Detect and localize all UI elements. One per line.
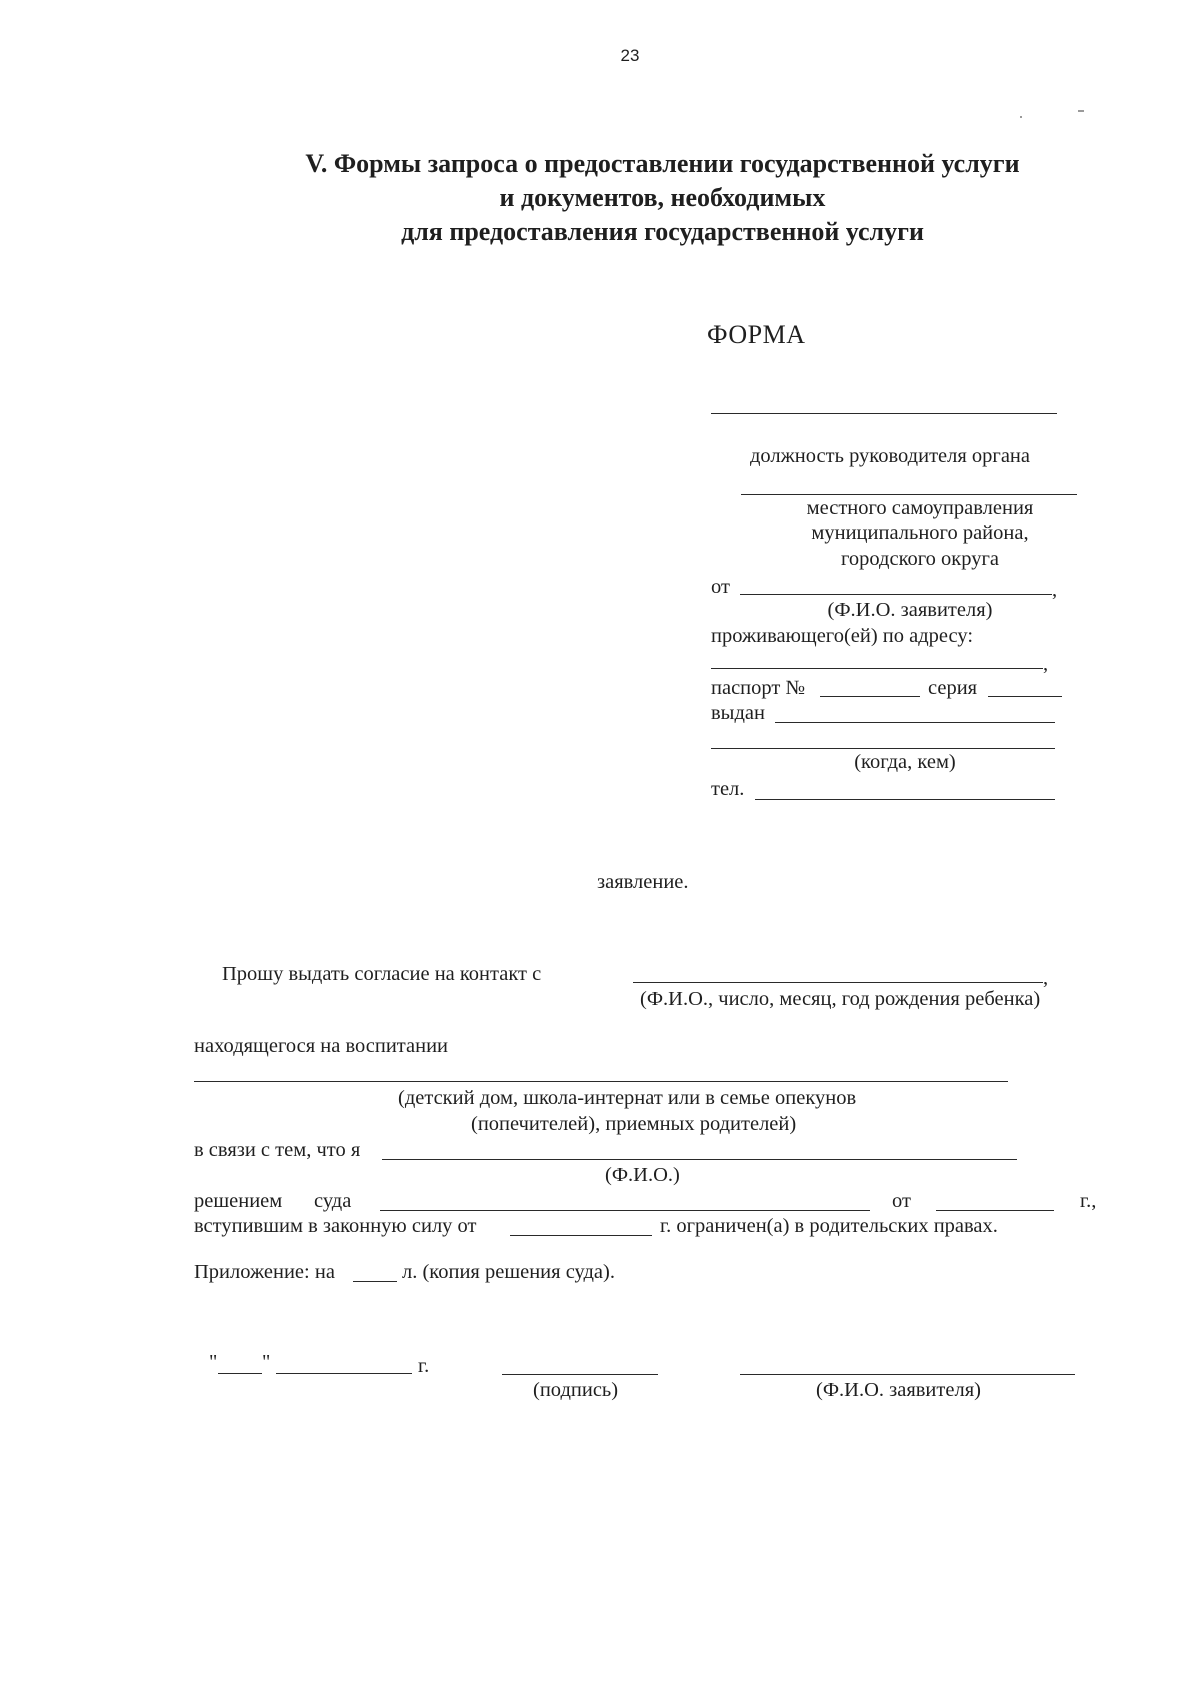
institution-caption-1: (детский дом, школа-интернат или в семье опекунов [398, 1087, 857, 1109]
scan-mark [1020, 116, 1022, 118]
body-line [741, 494, 1077, 495]
date-quote-open: " [209, 1351, 218, 1373]
decision-date-line [936, 1210, 1054, 1211]
phone-label: тел. [711, 778, 745, 800]
signature-caption: (подпись) [533, 1379, 619, 1401]
upbringing-label: находящегося на воспитании [194, 1035, 449, 1057]
comma: , [1043, 653, 1049, 675]
request-text: Прошу выдать согласие на контакт с [222, 963, 542, 985]
passport-series-line [988, 696, 1062, 697]
body-caption-2: муниципального района, [811, 522, 1029, 544]
institution-line [194, 1081, 1008, 1082]
statement-title: заявление. [597, 871, 689, 893]
attachment-suffix: л. (копия решения суда). [402, 1261, 615, 1283]
page-number: 23 [620, 46, 640, 65]
series-label: серия [928, 677, 978, 699]
issued-label: выдан [711, 702, 765, 724]
passport-label: паспорт № [711, 677, 806, 699]
heading-line-3: для предоставления государственной услуги [401, 217, 924, 246]
issued-caption: (когда, кем) [854, 751, 956, 773]
comma: , [1052, 579, 1058, 601]
phone-line [755, 799, 1055, 800]
signature-fio-line [740, 1374, 1075, 1375]
institution-caption-2: (попечителей), приемных родителей) [471, 1113, 797, 1135]
date-month-line [276, 1373, 412, 1374]
court-label: суда [314, 1190, 352, 1212]
attachment-prefix: Приложение: на [194, 1261, 335, 1283]
body-caption-1: местного самоуправления [806, 497, 1034, 519]
body-caption-3: городского округа [841, 548, 999, 570]
date-quote-close: " [262, 1351, 271, 1373]
effective-suffix: г. ограничен(а) в родительских правах. [660, 1215, 998, 1237]
residing-label: проживающего(ей) по адресу: [711, 625, 974, 647]
scan-mark [1078, 110, 1084, 112]
heading-line-2: и документов, необходимых [499, 183, 826, 212]
form-label: ФОРМА [707, 320, 806, 349]
decision-label: решением [194, 1190, 283, 1212]
issued-line-2 [711, 748, 1055, 749]
parent-fio-caption: (Ф.И.О.) [605, 1164, 680, 1186]
comma: , [1043, 967, 1049, 989]
child-caption: (Ф.И.О., число, месяц, год рождения ребенка) [640, 988, 1041, 1010]
signature-fio-caption: (Ф.И.О. заявителя) [816, 1379, 981, 1401]
because-label: в связи с тем, что я [194, 1139, 361, 1161]
position-caption: должность руководителя органа [750, 445, 1030, 467]
issued-line [775, 722, 1055, 723]
attachment-pages-line [353, 1281, 397, 1282]
child-line [633, 982, 1043, 983]
from-label: от [711, 576, 730, 598]
decision-from-label: от [892, 1190, 911, 1212]
date-year-label: г. [418, 1355, 430, 1377]
passport-number-line [820, 696, 920, 697]
year-suffix: г., [1080, 1190, 1097, 1212]
heading-line-1: V. Формы запроса о предоставлении государственной услуги [305, 149, 1020, 178]
court-line [380, 1210, 870, 1211]
address-line [711, 668, 1043, 669]
effective-date-line [510, 1235, 652, 1236]
applicant-fio-caption: (Ф.И.О. заявителя) [827, 599, 993, 621]
date-day-line [218, 1373, 262, 1374]
applicant-name-line [740, 594, 1052, 595]
signature-line [502, 1374, 658, 1375]
parent-fio-line [382, 1159, 1017, 1160]
section-heading [200, 147, 1125, 249]
effective-prefix: вступившим в законную силу от [194, 1215, 477, 1237]
position-line [711, 413, 1057, 414]
